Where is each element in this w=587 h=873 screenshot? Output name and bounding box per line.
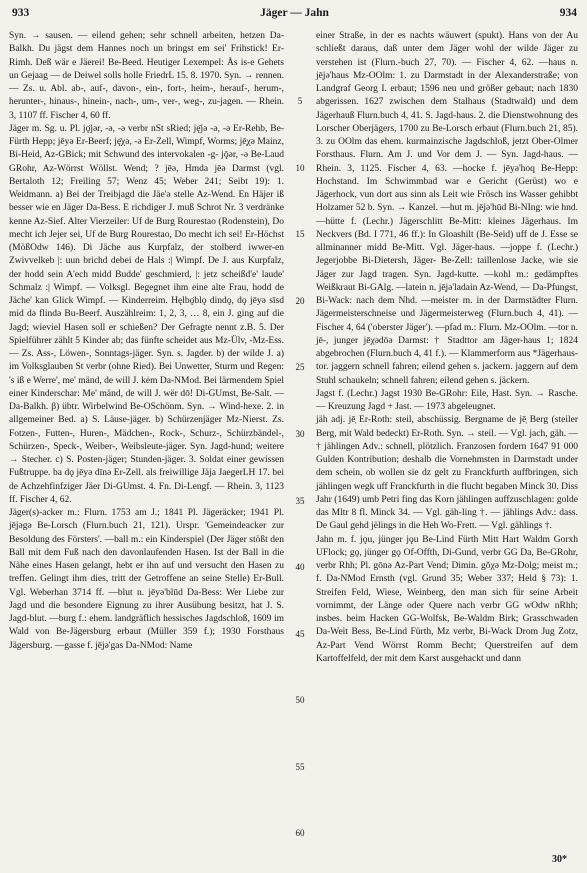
line-number: 35 <box>295 496 305 506</box>
sheet-signature: 30* <box>552 854 567 865</box>
left-page-number: 933 <box>12 7 30 19</box>
line-number: 5 <box>297 96 303 106</box>
entry-paragraph: Syn. → sausen. — eilend gehen; sehr schnell arbeiten, hetzen Da-Balkh. Du jägst dem Hannes noch un bringst em sei' Frihstick! Er-Rimh. Deß wär e Jäerei! Be-Beed. Heutiger Lexempel: Ås is-e Gehets un Gejaag — de Deiwel solls holle FriedrL 15. 8. 1970. Syn. → rennen. — Zs. u. Abl. ab-, auf-, davon-, ein-, fort-, heim-, herauf-, herum-, herunter-, hinaus-, hinein-, nach-, um-, ver-, weg-, zu-jagen. — Rhein. 3, 1107 ff. Fischer 4, 60 ff. <box>9 31 284 121</box>
line-number: 50 <box>295 695 305 705</box>
line-number: 40 <box>295 562 305 572</box>
line-number: 30 <box>295 429 305 439</box>
left-column <box>9 30 284 653</box>
entry-paragraph: Jagst f. (Lechr.) Jagst 1930 Be-GRohr: Eile, Hast. Syn. → Rasche. — Kreuzung Jagd + Jast. — 1973 abgeleugnet. <box>316 388 578 412</box>
line-number: 10 <box>295 163 305 173</box>
line-number: 20 <box>295 296 305 306</box>
line-number: 25 <box>295 362 305 372</box>
line-number: 45 <box>295 629 305 639</box>
line-number: 15 <box>295 229 305 239</box>
entry-paragraph: jäh adj. jē̜ Er-Roth: steil, abschüssig. Bergname de jē̜ Berg (steiler Berg, mit Wald bedeckt) Er-Roth. Syn. → steil. — Vgl. jach, gäh. — † jählingen Adv.: schnell, plötzlich. Franzosen fordern 1647 91 000 Gulden Kontribution; deshalb die Vornehmsten in Darmstadt under dem schein, ob wollen sie dz gelt zu Franckfurth auffbringen, sich jählingen wegk uff Franckfurth in die flucht begaben Minck 30. Diss Jahr (1649) umb Petri fing das Korn jählingen auffzuschlagen: golde das Mltr 8 fl. Minck 34. — Vgl. gäh-ling †. — jählings Adv.: dass. De Gaul gehd jëlings in die Heh Wo-Frett. — Vgl. gählings †. <box>316 415 578 532</box>
entry-paragraph: Jäger(s)-acker m.: Flurn. 1753 am J.; 1841 Pl. Jägeräcker; 1941 Pl. jē̜jǝgǝ Be-Lorsch (Flurn.buch 21, 121). Urspr. 'Gemeindeacker zur Besoldung des Försters'. —ball m.: ein Kinderspiel (Der Jäger stößt den Ball mit dem Fuß nach den davonlaufenden Hasen. Ist der Ball in die Nähe eines Hasen gelangt, hebt er ihn auf und versucht den Hasen zu treffen. Gelingt ihm dies, tritt der Getroffene an seine Stelle) Er-Bull. Vgl. Weberhan 3714 ff. —blut n. jēyǝ'blūd Da-Bess: Wer Liebe zur Jagd und die besondere Eignung zu ihrer Ausübung besitzt, hat J. S. Jagd-blut. —burg f.: ehem. landgräflich hessisches Jagdschloß, 1609 im Wald von Be-Jägersburg erbaut (Müller 359 f.); 1930 Forsthaus Jägersburg. —gasse f. jē̜jǝ'gas Da-NMod: Name <box>9 508 284 651</box>
entry-paragraph: Jahn m. f. jǫu, jünger jǫu Be-Lind Fürth Mitt Hart Waldm Gorxh UFlock; gǫ, jünger gǫ Of-Offth, Di-Gund, verbr GG Da, Be-GRohr, verbr Rhh; Pl. gōnǝ Az-Part Vend; Dimin. gǒχǝ Mz-Dolg; meist m.; f. Da-NMod Ernsth (vgl. Grund 35; Weber 337; Held § 73): 1. Streifen Feld, Wiese, Weinberg, den man sich für seine Arbeit vornimmt, der Länge oder Quere nach verbr GG wOdw nRhh; insbes. beim Hacken GG-Wolfsk, Be-Waldm Birk; Grasschwaden Da-Weit Bess, Be-Lind Fürth, Mz verbr, Bi-Wack Drom Jug Zotz, Az-Part Vend Wörrst Romm Becht; Querstreifen auf dem Kartoffelfeld, der mit dem Karst ausgehackt und dann <box>316 534 578 664</box>
line-number: 55 <box>295 762 305 772</box>
right-page-number: 934 <box>559 7 577 19</box>
entry-paragraph: einer Straße, in der es nachts wäuwert (spukt). Hans von der Au schließt daraus, daß unter dem Jäger wohl der wilde Jäger zu verstehen ist (Flurn.-buch 27, 70). — Fischer 4, 62. —haus n. jē̜jǝ'haus Mz-OOlm: 1. zu Darmstadt in der Alexanderstraße; von Landgraf Georg I. erbaut; 1596 neu und größer gebaut; nach 1830 abgerissen. 1627 zwischen dem Stalhaus (Stadtwald) und dem Jägerhauß Flurn.buch 4, 41. S. Jagd-haus. 2. die Dienstwohnung des Lorscher Oberjägers, 1700 zu Be-Lorsch erbaut (Flurn.buch 21, 85). 3. zu OOlm das ehem. kurmainzische Jagdschloß, jetzt Ober-Olmer Forsthaus. Flurn. Am J. und Vor dem J. — Syn. Jagd-haus. — Rhein. 3, 1125. Fischer 4, 63. —hocke f. jēyǝ'hoq Be-Hepp: Hochstand. Im Schwimmbad war e Gericht (Gerüst) wo e Jägerhock, vun dort aus sinn als Leit wie Frösch ins Wasser gehibbt Holzamer 52 b. Syn. → Kanzel. —hut m. jē̜jǝ'hūd Bi-NIng: wie hnd. —hütte f. (Lechr.) Jägerschlitt Be-Mitt: kleines Jägerhaus. Im Neckvers (Bd. I 771, 46 ff.): In Gloashilt (Be-Seid) uff de J. Esse se allminanner midd Be-Mitt. Vgl. Jäger-haus. —joppe f. (Lechr.) Jegerjobbe Bi-Dietersh, Jäger- Be-Zell: taillenlose Jacke, wie sie Jäger zur Jagd tragen. Syn. Jagd-kutte. —kohl m.: gedämpftes Weißkraut Bi-GAlg. —latein n. jē̜jǝ'ladain Az-Wend, — Da-Pfungst, Bi-Wack: nach dem Nhd. —meister m. in der Darmstädter Flurn. Jägermeisterschneise und Jägermeisterweg (Flurn.buch 4, 41). — Fischer 4, 64 ('oberster Jäger'). —pfad m.: Flurn. Mz-OOlm. —tor n. jē-, junger jēχǝdōǝ Darmst: † Stadttor am Jäger-haus 1; 1824 abgebrochen (Flurn.buch 4, 41 f.). — Klammerform aus *Jägerhaus-tor. jaggern schnell fahren; eilend gehen s. jackern. jaggern auf dem Stuhl schaukeln; schnell fahren; eilend gehen s. jäckern. <box>316 31 578 386</box>
line-number: 60 <box>295 828 305 838</box>
header-title: Jäger — Jahn <box>260 7 329 19</box>
right-column <box>316 30 578 666</box>
entry-paragraph: Jäger m. Sg. u. Pl. jǫ̈jər, -ǝ, -ǝ verbr nSt sRied; ję̄jǝ -ǝ, -ǝ Er-Rehb, Be-Fürth Hepp; jēyǝ Er-Beerf; ję̄χǝ, -ǝ Er-Zell, Wimpf, Worms; jē̜χǝ Mainz, Bi-Heid, Az-GBick; mit Schwund des intervokalen -g- jǭər, -ə Be-Laud GRohr, Az-Wörrst Wöllst. Wend; ? jēǝ, Hmda jēǝ Darmst (vgl. Bertaloth 12; Freiling 57; Wenz 45; Weber 241; Seibt 19): 1. Weidmann. a) Bei der Treibjagd die Jäe'ə stelle Az-Wend. En Häjer iß besser wie en Jäger Da-Bess. E richdiger J. muß Schrot Nr. 3 verdränke kenne Az-Sief. Alter Vierzeiler: Uf de Burg Rourestao (Rodenstein), Do mecht ich Jejer sei, Uf de Burg Rourestao, Do mecht ich sei! Er-Höchst (MößOdw 146). Di Jäche aus Kurpfalz, der stolberd iwwer-en Zwivvelkeb |: uun brichd debei de Hals :| Wimpf. De J. aus Kurpfalz, der hodd sein A'ech midd Budde' geschmierd, |: jetz scheißd'e' laude' Schmalz :| Wimpf. — Volksgl. Begegnet ihm eine alte Frau, hodd de Jäche' kan Glick Wimpf. — Kinderreim. Hęlbǫ̈blǫ dindǫ, dǫ jēyǝ sīsd mid dǝ flindǝ Bu-Beerf. Auszählreim: 1, 2, 3, … 8, ein J. ging auf die Jagd; wieviel Hasen soll er schießen? Der Gefragte nennt z.B. 5. Der Spielführer zählt 5 Kinder ab; das fünfte scheidet aus Mz-Ülv, -Mz-Ess. — Zs. Ass-, Löwen-, Sonntags-jäger. Syn. s. Jagder. b) der wilde J. a) im Volksglauben St verbr (ohne Ried). Bei Unwetter, Sturm und Regen: 's iß e Werre', me' mänd, de will J. kėm Da-NMod. Bei lärmendem Spiel einer Kinderschar: Me' mänd, de will J. wër dō! Di-GUmst, Be-Salt. — Da-Balkh. β) übtr. Wirbelwind Be-OSchönm. Syn. → Wind-hexe. 2. in allgemeiner Bed. a) S. Läuse-jäger. b) Schürzenjäger Mz-Nierst. Zs. Fotzen-, Futten-, Huren-, Mädchen-, Rock-, Schurz-, Schürzbändel-, Schürzen-, Speck-, Weiber-, Weibsleute-jäger. Syn. Jagd-hund; weitere → Stecher. c) S. Posten-jäger; Stunden-jäger. 3. Soldat einer gewissen Fußtruppe. ba dǫ jēyǝ dīnǝ Er-Zell. als freiwillige Jäja JaegerLH 17. bei de Achzehfinfziger Jäer Di-GUmst. 4. Fn. Di-Lengf. — Rhein. 3, 1123 ff. Fischer 4, 62. <box>9 123 284 505</box>
running-header <box>12 7 577 23</box>
